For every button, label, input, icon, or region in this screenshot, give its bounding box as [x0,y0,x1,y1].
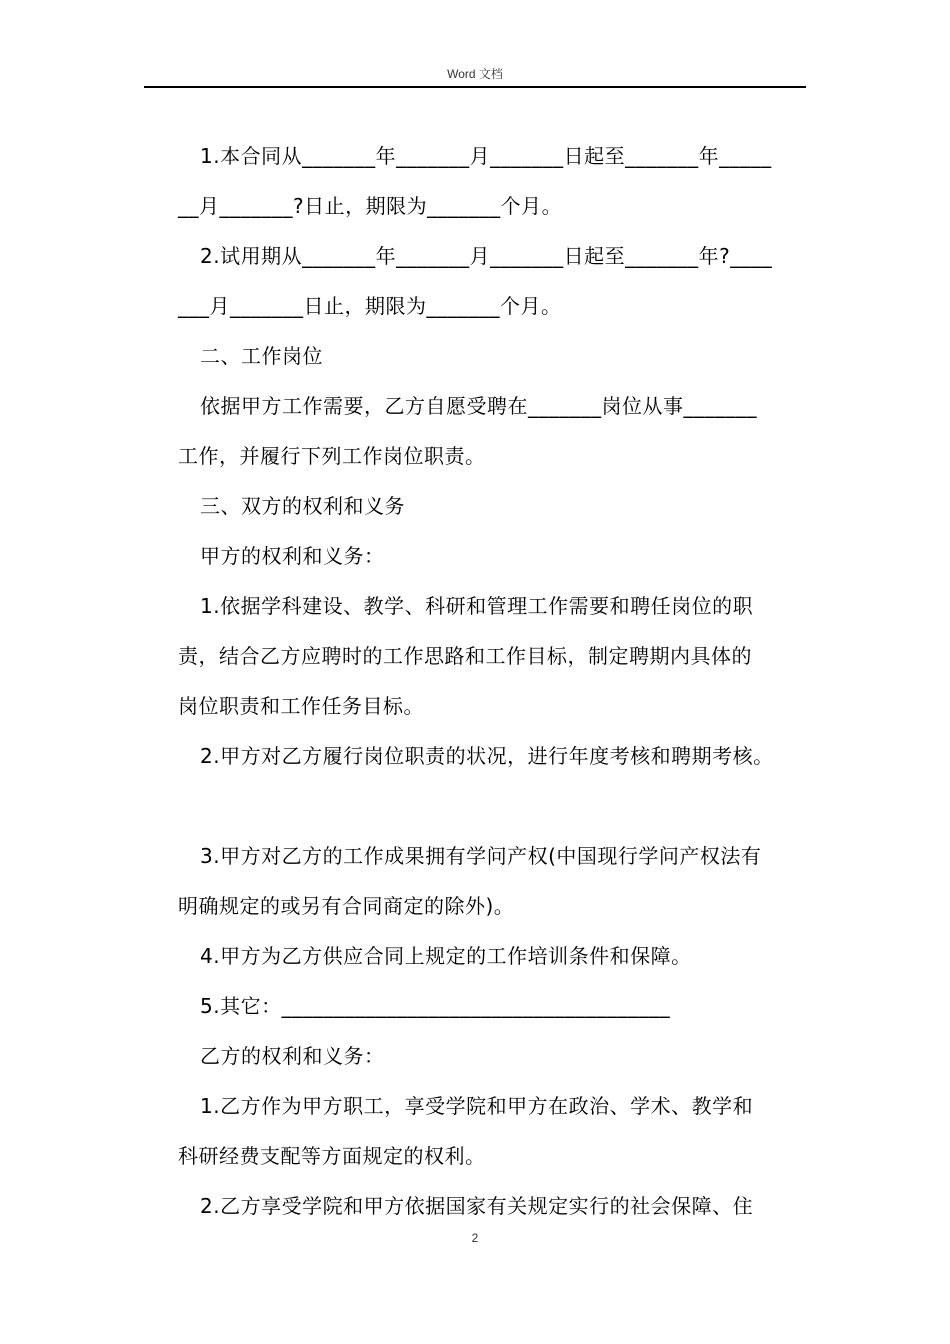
paragraph-party-b-item-1-cont: 科研经费支配等方面规定的权利。 [178,1144,486,1168]
paragraph-party-a-item-3-cont: 明确规定的或另有合同商定的除外)。 [178,894,515,918]
paragraph-party-a-item-4: 4.甲方为乙方供应合同上规定的工作培训条件和保障。 [200,944,692,968]
paragraph-party-b-item-1: 1.乙方作为甲方职工，享受学院和甲方在政治、学术、教学和 [200,1094,754,1118]
paragraph-party-a-item-2: 2.甲方对乙方履行岗位职责的状况，进行年度考核和聘期考核。 [200,744,774,768]
paragraph-party-a-item-1-end: 岗位职责和工作任务目标。 [178,694,424,718]
header-divider [144,86,806,88]
paragraph-job-position: 依据甲方工作需要，乙方自愿受聘在_______岗位从事_______ [200,394,757,418]
paragraph-party-b-item-2: 2.乙方享受学院和甲方依据国家有关规定实行的社会保障、住 [200,1194,754,1218]
paragraph-job-position-cont: 工作，并履行下列工作岗位职责。 [178,444,486,468]
paragraph-contract-term: 1.本合同从_______年_______月_______日起至_______年_____ [200,144,772,168]
page-number: 2 [471,1231,479,1245]
paragraph-party-a-item-1: 1.依据学科建设、教学、科研和管理工作需要和聘任岗位的职 [200,594,754,618]
paragraph-contract-term-cont: __月_______?日止，期限为_______个月。 [178,194,563,218]
subheading-party-b: 乙方的权利和义务： [200,1044,385,1068]
paragraph-probation-cont: ___月_______日止，期限为_______个月。 [178,294,562,318]
section-heading-rights-obligations: 三、双方的权利和义务 [200,494,405,518]
page-header: Word 文档 [447,67,503,81]
paragraph-party-a-item-1-cont: 责，结合乙方应聘时的工作思路和工作目标，制定聘期内具体的 [178,644,752,668]
section-heading-job-position: 二、工作岗位 [200,344,323,368]
paragraph-party-a-item-3: 3.甲方对乙方的工作成果拥有学问产权(中国现行学问产权法有 [200,844,762,868]
subheading-party-a: 甲方的权利和义务： [200,544,385,568]
document-body [178,131,818,1231]
paragraph-probation: 2.试用期从_______年_______月_______日起至_______年?____ [200,244,773,268]
blank-line [178,781,818,831]
paragraph-party-a-item-5: 5.其它：_____________________________________ [200,994,671,1018]
